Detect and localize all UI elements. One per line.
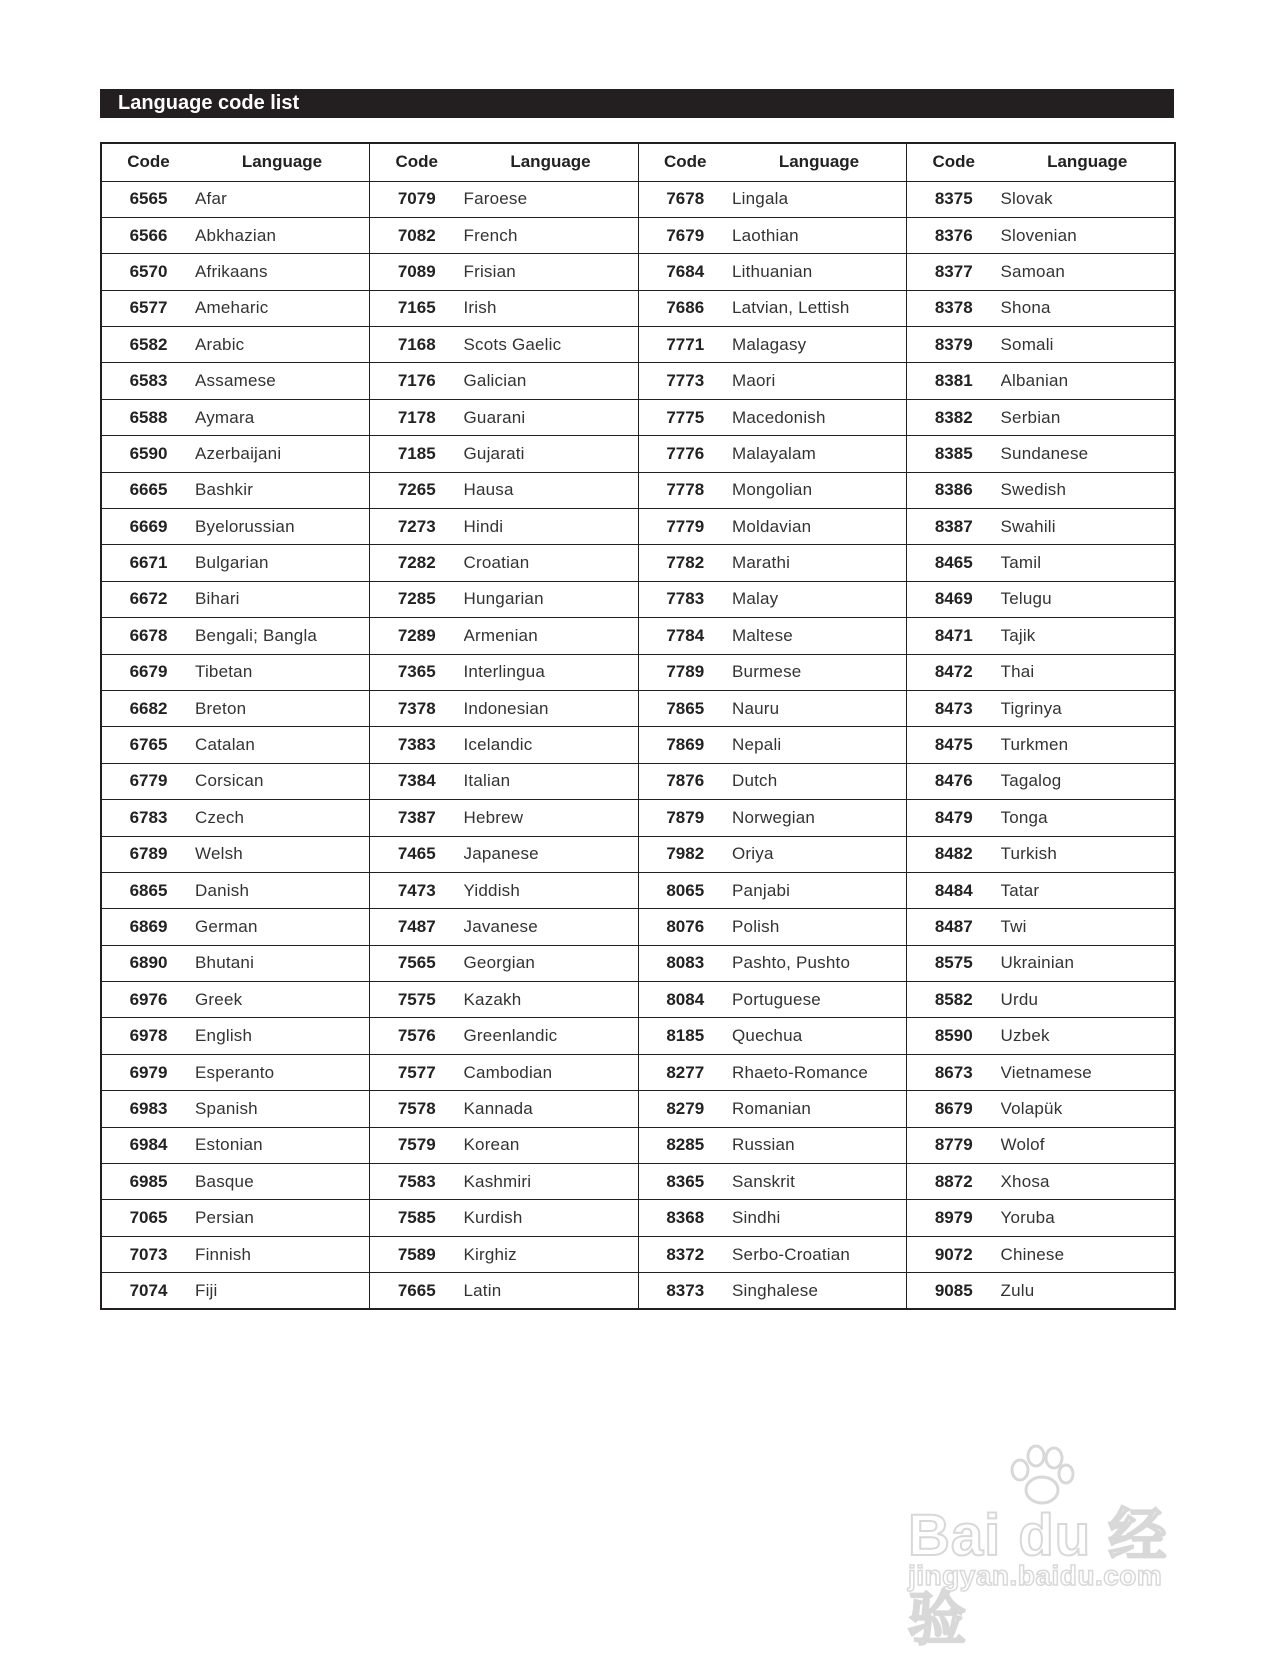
language-code: 6985 [101, 1164, 195, 1200]
language-code: 6565 [101, 181, 195, 217]
language-code: 7185 [370, 436, 464, 472]
language-name: Byelorussian [195, 509, 370, 545]
language-name: Yiddish [464, 872, 639, 908]
language-name: Ukrainian [1001, 945, 1176, 981]
table-row [101, 363, 1175, 399]
language-code: 7879 [638, 800, 732, 836]
language-code: 7684 [638, 254, 732, 290]
language-name: Maltese [732, 618, 907, 654]
language-code: 6983 [101, 1091, 195, 1127]
language-name: Norwegian [732, 800, 907, 836]
language-name: Persian [195, 1200, 370, 1236]
language-name: Faroese [464, 181, 639, 217]
language-code: 7585 [370, 1200, 464, 1236]
language-code: 7679 [638, 217, 732, 253]
language-code: 7073 [101, 1236, 195, 1272]
language-code: 6779 [101, 763, 195, 799]
language-code: 7865 [638, 690, 732, 726]
language-name: Vietnamese [1001, 1054, 1176, 1090]
language-code: 7778 [638, 472, 732, 508]
language-code: 9085 [907, 1273, 1001, 1309]
table-row [101, 181, 1175, 217]
language-name: Maori [732, 363, 907, 399]
language-code: 8582 [907, 982, 1001, 1018]
language-name: Danish [195, 872, 370, 908]
language-name: Rhaeto-Romance [732, 1054, 907, 1090]
table-row [101, 763, 1175, 799]
column-header-code: Code [638, 143, 732, 181]
language-name: Volapük [1001, 1091, 1176, 1127]
language-name: Dutch [732, 763, 907, 799]
page-title: Language code list [100, 89, 1174, 118]
table-row [101, 654, 1175, 690]
language-code: 7365 [370, 654, 464, 690]
language-name: Kazakh [464, 982, 639, 1018]
language-name: Singhalese [732, 1273, 907, 1309]
column-header-code: Code [101, 143, 195, 181]
language-name: Irish [464, 290, 639, 326]
language-code: 7876 [638, 763, 732, 799]
language-name: Marathi [732, 545, 907, 581]
language-code: 8377 [907, 254, 1001, 290]
table-row [101, 399, 1175, 435]
table-row [101, 217, 1175, 253]
language-name: Pashto, Pushto [732, 945, 907, 981]
table-row [101, 1127, 1175, 1163]
table-row [101, 436, 1175, 472]
language-code: 7473 [370, 872, 464, 908]
language-name: Latvian, Lettish [732, 290, 907, 326]
language-name: Nepali [732, 727, 907, 763]
language-name: Kurdish [464, 1200, 639, 1236]
language-name: Malagasy [732, 327, 907, 363]
language-code: 6570 [101, 254, 195, 290]
language-name: English [195, 1018, 370, 1054]
language-code: 6789 [101, 836, 195, 872]
language-name: Bulgarian [195, 545, 370, 581]
table-row [101, 836, 1175, 872]
language-code: 7578 [370, 1091, 464, 1127]
language-code: 7176 [370, 363, 464, 399]
language-code: 7383 [370, 727, 464, 763]
language-name: Czech [195, 800, 370, 836]
language-code: 7782 [638, 545, 732, 581]
language-name: Ameharic [195, 290, 370, 326]
table-row [101, 618, 1175, 654]
language-code: 8368 [638, 1200, 732, 1236]
language-name: Sundanese [1001, 436, 1176, 472]
table-row [101, 581, 1175, 617]
watermark-url: jingyan.baidu.com [908, 1560, 1163, 1591]
language-name: Tajik [1001, 618, 1176, 654]
language-name: Croatian [464, 545, 639, 581]
language-code: 7789 [638, 654, 732, 690]
language-code: 8679 [907, 1091, 1001, 1127]
language-name: Burmese [732, 654, 907, 690]
language-name: Macedonish [732, 399, 907, 435]
language-name: Azerbaijani [195, 436, 370, 472]
language-code: 7065 [101, 1200, 195, 1236]
table-row [101, 1273, 1175, 1309]
language-code: 8065 [638, 872, 732, 908]
table-row [101, 472, 1175, 508]
language-code: 8872 [907, 1164, 1001, 1200]
language-name: Tamil [1001, 545, 1176, 581]
language-name: Shona [1001, 290, 1176, 326]
table-row [101, 909, 1175, 945]
language-code: 6679 [101, 654, 195, 690]
language-code: 7776 [638, 436, 732, 472]
language-name: Turkish [1001, 836, 1176, 872]
language-name: Javanese [464, 909, 639, 945]
language-code: 6678 [101, 618, 195, 654]
language-code: 8376 [907, 217, 1001, 253]
baidu-watermark [900, 1450, 1200, 1652]
language-code: 7487 [370, 909, 464, 945]
language-name: Breton [195, 690, 370, 726]
language-name: Thai [1001, 654, 1176, 690]
language-name: Estonian [195, 1127, 370, 1163]
table-row [101, 800, 1175, 836]
language-code: 8084 [638, 982, 732, 1018]
language-code: 8381 [907, 363, 1001, 399]
language-code: 7384 [370, 763, 464, 799]
language-name: Zulu [1001, 1273, 1176, 1309]
language-code: 7577 [370, 1054, 464, 1090]
language-code: 7771 [638, 327, 732, 363]
language-code: 6978 [101, 1018, 195, 1054]
language-name: Fiji [195, 1273, 370, 1309]
language-name: Malay [732, 581, 907, 617]
language-code: 8373 [638, 1273, 732, 1309]
column-header-code: Code [370, 143, 464, 181]
language-code: 6783 [101, 800, 195, 836]
language-code: 8382 [907, 399, 1001, 435]
language-name: Guarani [464, 399, 639, 435]
language-code: 6665 [101, 472, 195, 508]
language-name: Serbo-Croatian [732, 1236, 907, 1272]
language-code: 6682 [101, 690, 195, 726]
language-code: 6869 [101, 909, 195, 945]
language-code: 8473 [907, 690, 1001, 726]
language-code: 7465 [370, 836, 464, 872]
language-code: 6672 [101, 581, 195, 617]
language-name: Sindhi [732, 1200, 907, 1236]
language-code: 7579 [370, 1127, 464, 1163]
language-code: 8387 [907, 509, 1001, 545]
column-header-language: Language [195, 143, 370, 181]
language-name: Frisian [464, 254, 639, 290]
language-code: 8779 [907, 1127, 1001, 1163]
language-code: 6976 [101, 982, 195, 1018]
language-name: Indonesian [464, 690, 639, 726]
language-code: 6566 [101, 217, 195, 253]
language-code: 7982 [638, 836, 732, 872]
language-name: Lithuanian [732, 254, 907, 290]
language-name: Lingala [732, 181, 907, 217]
language-name: Romanian [732, 1091, 907, 1127]
language-code: 8386 [907, 472, 1001, 508]
language-name: Tibetan [195, 654, 370, 690]
language-code: 8469 [907, 581, 1001, 617]
language-name: French [464, 217, 639, 253]
language-code: 6582 [101, 327, 195, 363]
language-name: Serbian [1001, 399, 1176, 435]
language-name: Greek [195, 982, 370, 1018]
table-row [101, 1091, 1175, 1127]
language-name: Hungarian [464, 581, 639, 617]
language-name: Twi [1001, 909, 1176, 945]
language-code: 6979 [101, 1054, 195, 1090]
language-name: Esperanto [195, 1054, 370, 1090]
language-code: 7289 [370, 618, 464, 654]
language-code: 7079 [370, 181, 464, 217]
language-code: 8471 [907, 618, 1001, 654]
language-code: 8575 [907, 945, 1001, 981]
table-row [101, 1018, 1175, 1054]
language-code: 8365 [638, 1164, 732, 1200]
language-name: Mongolian [732, 472, 907, 508]
language-code: 7378 [370, 690, 464, 726]
language-name: Italian [464, 763, 639, 799]
language-name: Panjabi [732, 872, 907, 908]
language-code: 8465 [907, 545, 1001, 581]
language-name: Japanese [464, 836, 639, 872]
language-code: 6590 [101, 436, 195, 472]
language-name: Russian [732, 1127, 907, 1163]
language-code: 7779 [638, 509, 732, 545]
language-name: Bhutani [195, 945, 370, 981]
table-row [101, 509, 1175, 545]
language-name: Bihari [195, 581, 370, 617]
language-code: 7282 [370, 545, 464, 581]
language-code: 8484 [907, 872, 1001, 908]
language-code: 8479 [907, 800, 1001, 836]
language-name: Assamese [195, 363, 370, 399]
language-code-table [100, 142, 1176, 1310]
language-name: Kannada [464, 1091, 639, 1127]
language-code: 8277 [638, 1054, 732, 1090]
language-code: 9072 [907, 1236, 1001, 1272]
language-name: Wolof [1001, 1127, 1176, 1163]
column-header-language: Language [732, 143, 907, 181]
language-name: Urdu [1001, 982, 1176, 1018]
language-name: Cambodian [464, 1054, 639, 1090]
language-name: Bengali; Bangla [195, 618, 370, 654]
language-code: 7082 [370, 217, 464, 253]
language-code: 7178 [370, 399, 464, 435]
language-name: Interlingua [464, 654, 639, 690]
language-code: 7074 [101, 1273, 195, 1309]
language-code: 8083 [638, 945, 732, 981]
language-name: Hausa [464, 472, 639, 508]
language-code: 6671 [101, 545, 195, 581]
language-code: 7265 [370, 472, 464, 508]
language-name: Somali [1001, 327, 1176, 363]
language-name: Afar [195, 181, 370, 217]
language-name: Turkmen [1001, 727, 1176, 763]
language-code: 8378 [907, 290, 1001, 326]
language-name: Bashkir [195, 472, 370, 508]
table-row [101, 872, 1175, 908]
language-code: 6984 [101, 1127, 195, 1163]
language-code: 7783 [638, 581, 732, 617]
language-name: Quechua [732, 1018, 907, 1054]
language-name: Telugu [1001, 581, 1176, 617]
language-name: Abkhazian [195, 217, 370, 253]
language-code: 7589 [370, 1236, 464, 1272]
language-name: Scots Gaelic [464, 327, 639, 363]
language-code: 6765 [101, 727, 195, 763]
language-name: Tigrinya [1001, 690, 1176, 726]
language-name: Chinese [1001, 1236, 1176, 1272]
language-name: Arabic [195, 327, 370, 363]
language-code: 7576 [370, 1018, 464, 1054]
language-code: 7773 [638, 363, 732, 399]
language-code: 6588 [101, 399, 195, 435]
language-name: Latin [464, 1273, 639, 1309]
language-code: 8590 [907, 1018, 1001, 1054]
table-row [101, 545, 1175, 581]
language-name: Greenlandic [464, 1018, 639, 1054]
language-code: 8379 [907, 327, 1001, 363]
language-code: 8475 [907, 727, 1001, 763]
table-row [101, 327, 1175, 363]
language-name: Kirghiz [464, 1236, 639, 1272]
language-name: Laothian [732, 217, 907, 253]
table-row [101, 945, 1175, 981]
language-name: Yoruba [1001, 1200, 1176, 1236]
language-code: 6583 [101, 363, 195, 399]
language-name: Korean [464, 1127, 639, 1163]
language-name: Hindi [464, 509, 639, 545]
language-code: 8673 [907, 1054, 1001, 1090]
table-row [101, 1054, 1175, 1090]
watermark-logo-text: Bai du 经验 [908, 1503, 1168, 1652]
language-code: 6865 [101, 872, 195, 908]
column-header-code: Code [907, 143, 1001, 181]
table-row [101, 254, 1175, 290]
language-name: Gujarati [464, 436, 639, 472]
language-code: 7784 [638, 618, 732, 654]
language-code: 8375 [907, 181, 1001, 217]
language-code: 8487 [907, 909, 1001, 945]
column-header-language: Language [1001, 143, 1176, 181]
table-row [101, 982, 1175, 1018]
language-name: Spanish [195, 1091, 370, 1127]
language-code: 7869 [638, 727, 732, 763]
table-row [101, 727, 1175, 763]
language-code: 8979 [907, 1200, 1001, 1236]
language-name: Swedish [1001, 472, 1176, 508]
language-name: Afrikaans [195, 254, 370, 290]
language-code: 6669 [101, 509, 195, 545]
language-name: Finnish [195, 1236, 370, 1272]
language-code: 7387 [370, 800, 464, 836]
language-name: Slovak [1001, 181, 1176, 217]
language-name: Tonga [1001, 800, 1176, 836]
language-name: Moldavian [732, 509, 907, 545]
language-code: 7089 [370, 254, 464, 290]
column-header-language: Language [464, 143, 639, 181]
language-code: 8482 [907, 836, 1001, 872]
table-body [101, 181, 1175, 1309]
language-name: Samoan [1001, 254, 1176, 290]
language-name: Catalan [195, 727, 370, 763]
language-name: Corsican [195, 763, 370, 799]
language-code: 7583 [370, 1164, 464, 1200]
language-code: 6890 [101, 945, 195, 981]
table-row [101, 690, 1175, 726]
language-code: 7285 [370, 581, 464, 617]
language-name: Nauru [732, 690, 907, 726]
language-name: Albanian [1001, 363, 1176, 399]
language-code: 7168 [370, 327, 464, 363]
language-code: 8385 [907, 436, 1001, 472]
language-code: 7165 [370, 290, 464, 326]
language-name: Welsh [195, 836, 370, 872]
language-code: 8185 [638, 1018, 732, 1054]
language-name: Hebrew [464, 800, 639, 836]
language-name: Georgian [464, 945, 639, 981]
language-name: Tatar [1001, 872, 1176, 908]
language-name: Portuguese [732, 982, 907, 1018]
language-name: Polish [732, 909, 907, 945]
table-row [101, 1200, 1175, 1236]
language-name: Armenian [464, 618, 639, 654]
table-row [101, 290, 1175, 326]
language-code: 7678 [638, 181, 732, 217]
language-code: 8472 [907, 654, 1001, 690]
language-name: Sanskrit [732, 1164, 907, 1200]
language-code: 8372 [638, 1236, 732, 1272]
table-row [101, 1236, 1175, 1272]
language-name: Malayalam [732, 436, 907, 472]
language-name: Uzbek [1001, 1018, 1176, 1054]
language-name: German [195, 909, 370, 945]
language-code: 8076 [638, 909, 732, 945]
language-name: Swahili [1001, 509, 1176, 545]
language-code: 7273 [370, 509, 464, 545]
language-code: 7686 [638, 290, 732, 326]
table-row [101, 1164, 1175, 1200]
language-name: Kashmiri [464, 1164, 639, 1200]
language-code: 8279 [638, 1091, 732, 1127]
language-code: 6577 [101, 290, 195, 326]
language-code: 7775 [638, 399, 732, 435]
language-code: 8285 [638, 1127, 732, 1163]
language-name: Icelandic [464, 727, 639, 763]
table-header-row [101, 143, 1175, 181]
language-code: 7565 [370, 945, 464, 981]
language-name: Tagalog [1001, 763, 1176, 799]
language-name: Slovenian [1001, 217, 1176, 253]
language-name: Xhosa [1001, 1164, 1176, 1200]
language-code: 7665 [370, 1273, 464, 1309]
language-name: Oriya [732, 836, 907, 872]
language-code: 8476 [907, 763, 1001, 799]
language-name: Aymara [195, 399, 370, 435]
language-name: Basque [195, 1164, 370, 1200]
language-code: 7575 [370, 982, 464, 1018]
language-name: Galician [464, 363, 639, 399]
